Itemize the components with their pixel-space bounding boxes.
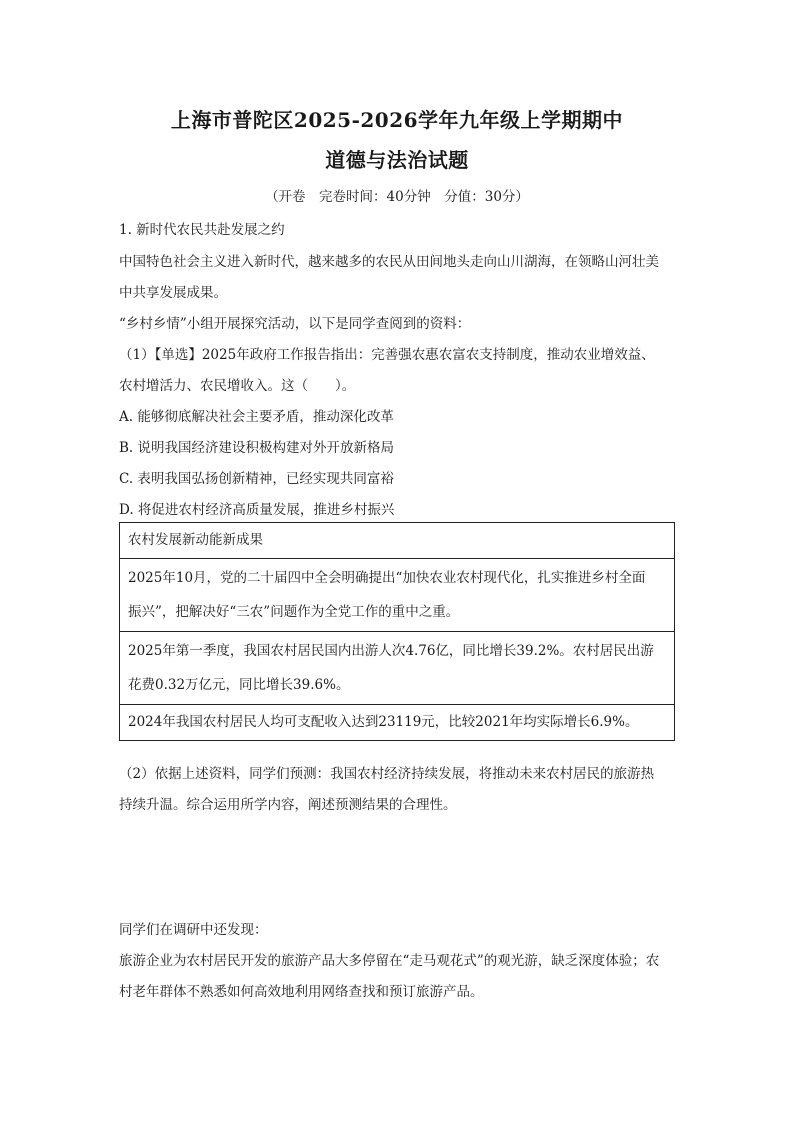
question-heading: 1. 新时代农民共赴发展之约 xyxy=(119,222,285,238)
table-row xyxy=(120,705,675,741)
table-row xyxy=(120,559,675,632)
finding-text: 村老年群体不熟悉如何高效地利用网络查找和预订旅游产品。 xyxy=(119,984,484,1000)
subquestion-1: （1）【单选】2025年政府工作报告指出：完善强农惠农富农支持制度，推动农业增效益、 xyxy=(119,347,655,363)
option-b: B. 说明我国经济建设积极构建对外开放新格局 xyxy=(119,440,395,456)
table-cell-line: 2025年10月，党的二十届四中全会明确提出“加快农业农村现代化，扎实推进乡村全面 xyxy=(128,570,646,586)
intro-text: 中共享发展成果。 xyxy=(119,285,227,301)
option-d: D. 将促进农村经济高质量发展，推进乡村振兴 xyxy=(119,502,395,518)
exam-info: （开卷 完卷时间：40分钟 分值：30分） xyxy=(265,189,529,205)
intro-text: 中国特色社会主义进入新时代，越来越多的农民从田间地头走向山川湖海，在领略山河壮美 xyxy=(119,254,659,270)
table-cell-line: 2025年第一季度，我国农村居民国内出游人次4.76亿，同比增长39.2%。农村居民出游 xyxy=(128,643,654,659)
table-row xyxy=(120,523,675,559)
table-header-cell: 农村发展新动能新成果 xyxy=(120,523,675,559)
option-a: A. 能够彻底解决社会主要矛盾，推动深化改革 xyxy=(119,409,394,425)
group-text: “乡村乡情”小组开展探究活动，以下是同学查阅到的资料： xyxy=(119,316,471,332)
table-row xyxy=(120,632,675,705)
table-cell xyxy=(120,632,675,705)
finding-text: 旅游企业为农村居民开发的旅游产品大多停留在“走马观花式”的观光游，缺乏深度体验；农 xyxy=(119,953,660,969)
finding-heading: 同学们在调研中还发现： xyxy=(119,922,268,938)
exam-subject-title: 道德与法治试题 xyxy=(325,148,469,172)
table-cell-line: 振兴”，把解决好“三农”问题作为全党工作的重中之重。 xyxy=(128,604,460,620)
table-cell xyxy=(120,559,675,632)
option-c: C. 表明我国弘扬创新精神，已经实现共同富裕 xyxy=(119,471,394,487)
subquestion-1: 农村增活力、农民增收入。这（ ）。 xyxy=(119,378,356,394)
subquestion-2: （2）依据上述资料，同学们预测：我国农村经济持续发展，将推动未来农村居民的旅游热 xyxy=(119,766,655,782)
subquestion-2: 持续升温。综合运用所学内容，阐述预测结果的合理性。 xyxy=(119,797,457,813)
exam-title: 上海市普陀区2025-2026学年九年级上学期期中 xyxy=(170,108,624,132)
material-table xyxy=(119,522,675,741)
table-cell-line: 花费0.32万亿元，同比增长39.6%。 xyxy=(128,677,350,693)
table-cell: 2024年我国农村居民人均可支配收入达到23119元，比较2021年均实际增长6.9%。 xyxy=(120,705,675,741)
